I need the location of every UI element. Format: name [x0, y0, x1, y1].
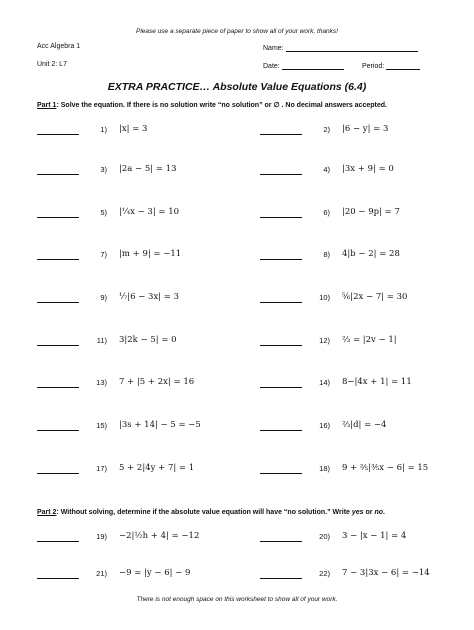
problem-number: 1)	[100, 125, 107, 134]
part2-instructions	[37, 509, 385, 516]
equation: |3s + 14| − 5 = −5	[119, 420, 201, 430]
answer-line	[37, 174, 79, 175]
answer-line	[260, 578, 302, 579]
part2-label: Part 2	[37, 509, 57, 516]
equation: ⅔|d| = −4	[342, 420, 387, 430]
answer-line	[37, 217, 79, 218]
equation: 5 + 2|4y + 7| = 1	[119, 463, 195, 473]
course-label: Acc Algebra 1	[37, 43, 81, 50]
problem-number: 3)	[100, 165, 107, 174]
period-field	[362, 61, 420, 70]
problem-number: 4)	[323, 165, 330, 174]
part1-text: : Solve the equation. If there is no solution write “no solution” or ∅ . No decimal answers accepted.	[56, 102, 387, 109]
unit-label: Unit 2: L7	[37, 61, 67, 68]
problem-number: 13)	[96, 378, 107, 387]
equation: |x| = 3	[119, 124, 148, 134]
part2-no: no	[374, 509, 383, 516]
period-line	[386, 61, 420, 70]
answer-line	[260, 541, 302, 542]
equation: 4|b − 2| = 28	[342, 249, 400, 259]
answer-line	[37, 473, 79, 474]
problem-number: 15)	[96, 421, 107, 430]
answer-line	[260, 302, 302, 303]
answer-line	[260, 174, 302, 175]
problem-number: 2)	[323, 125, 330, 134]
answer-line	[37, 134, 79, 135]
problem-number: 16)	[319, 421, 330, 430]
part2-yes: yes	[351, 509, 364, 516]
name-label: Name:	[263, 45, 284, 52]
answer-line	[37, 345, 79, 346]
answer-line	[260, 345, 302, 346]
equation: ⅐|6 − 3x| = 3	[119, 292, 180, 302]
instruction-note: Please use a separate piece of paper to show all of your work, thanks!	[136, 28, 338, 35]
equation: |¼x − 3| = 10	[119, 207, 180, 217]
problem-number: 12)	[319, 336, 330, 345]
problem-number: 8)	[323, 250, 330, 259]
equation: ⅔ = |2v − 1|	[342, 335, 397, 345]
problem-number: 11)	[96, 336, 107, 345]
equation: |m + 9| = −11	[119, 249, 182, 259]
part2-end: .	[383, 509, 385, 516]
problem-number: 6)	[323, 208, 330, 217]
problem-number: 9)	[100, 293, 107, 302]
equation: −2|½h + 4| = −12	[119, 531, 200, 541]
equation: 3|2k − 5| = 0	[119, 335, 177, 345]
date-line	[282, 61, 344, 70]
answer-line	[260, 134, 302, 135]
equation: ⅚|2x − 7| = 30	[342, 292, 408, 302]
equation: |2a − 5| = 13	[119, 164, 177, 174]
part2-or: or	[363, 509, 375, 516]
problem-number: 14)	[319, 378, 330, 387]
page-title: EXTRA PRACTICE… Absolute Value Equations (6.4)	[107, 81, 367, 93]
answer-line	[260, 387, 302, 388]
answer-line	[260, 473, 302, 474]
problem-number: 20)	[319, 532, 330, 541]
date-field	[263, 61, 344, 70]
problem-number: 21)	[96, 569, 107, 578]
answer-line	[260, 259, 302, 260]
equation: 7 + |5 + 2x| = 16	[119, 377, 195, 387]
answer-line	[37, 578, 79, 579]
answer-line	[37, 302, 79, 303]
problem-number: 5)	[100, 208, 107, 217]
answer-line	[260, 217, 302, 218]
equation: 3 − |x − 1| = 4	[342, 531, 407, 541]
problem-number: 18)	[319, 464, 330, 473]
equation: −9 = |y − 6| − 9	[119, 568, 191, 578]
equation: 9 + ⅖|⅗x − 6| = 15	[342, 463, 429, 473]
problem-number: 22)	[319, 569, 330, 578]
footer-note: There is not enough space on this worksheet to show all of your work.	[136, 596, 338, 603]
answer-line	[37, 541, 79, 542]
equation: 7 − 3|3x − 6| = −14	[342, 568, 430, 578]
problem-number: 17)	[96, 464, 107, 473]
answer-line	[37, 430, 79, 431]
problem-number: 10)	[319, 293, 330, 302]
equation: 8−|4x + 1| = 11	[342, 377, 412, 387]
date-label: Date:	[263, 63, 280, 70]
equation: |3x + 9| = 0	[342, 164, 394, 174]
part1-instructions	[37, 101, 387, 109]
problem-number: 7)	[100, 250, 107, 259]
equation: |20 − 9p| = 7	[342, 207, 400, 217]
problem-number: 19)	[96, 532, 107, 541]
period-label: Period:	[362, 63, 385, 70]
answer-line	[37, 259, 79, 260]
equation: |6 − y| = 3	[342, 124, 389, 134]
name-line	[286, 43, 418, 52]
part1-label: Part 1	[37, 102, 57, 109]
part2-text: : Without solving, determine if the absolute value equation will have “no solution.” Write	[56, 509, 352, 516]
answer-line	[37, 387, 79, 388]
name-field	[263, 43, 418, 52]
answer-line	[260, 430, 302, 431]
